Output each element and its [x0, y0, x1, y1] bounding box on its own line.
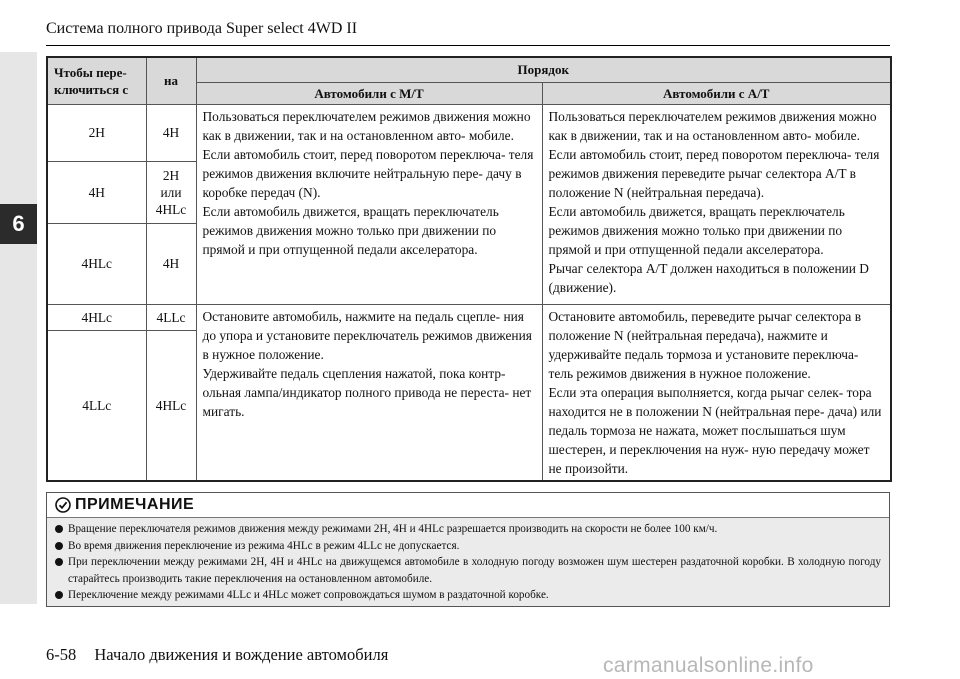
page-number: 6-58: [46, 645, 77, 664]
cell-to: 4H: [146, 223, 196, 304]
chapter-tab: 6: [0, 204, 37, 244]
cell-mt-procedure: Пользоваться переключателем режимов движения можно как в движении, так и на остановленном авто- мобиле. Если автомобиль стоит, перед поворотом переключа- теля режимов движения включите нейтральную пере- дачу в коробке передач (N). Если автомобиль движется, вращать переключатель режимов движения можно только при движении по прямой и при отпущенной педали акселератора.: [196, 104, 542, 304]
cell-at-procedure: Остановите автомобиль, переведите рычаг селектора в положение N (нейтральная передача), нажмите и удерживайте педаль тормоза и установите переключа- тель режимов движения в нужное положение. Если эта операция выполняется, когда рычаг селек- тора находится не в положении N (нейтральная пере- дача) или педаль тормоза не нажата, может послышаться шум шестерен, и переключения на нуж- ную передачу может не произойти.: [542, 304, 891, 481]
cell-from: 4LLc: [47, 330, 146, 480]
cell-to: 2H или 4HLc: [146, 161, 196, 223]
table-row: [47, 104, 891, 161]
cell-from: 4H: [47, 161, 146, 223]
header-from: Чтобы пере- ключиться с: [47, 57, 146, 104]
note-item: При переключении между режимами 2H, 4H и 4HLc на движущемся автомобиле в холодную погоду возможен шум шестерен раздаточной коробки. В холодную погоду старайтесь производить такие переключения на остановленном автомобиле.: [55, 554, 881, 587]
side-strip: [0, 52, 37, 604]
cell-to: 4H: [146, 104, 196, 161]
page-header-title: Система полного привода Super select 4WD II: [46, 20, 358, 37]
cell-from: 4HLc: [47, 304, 146, 330]
cell-from: 4HLc: [47, 223, 146, 304]
checkmark-icon: [55, 497, 71, 513]
cell-at-procedure: Пользоваться переключателем режимов движения можно как в движении, так и на остановленном авто- мобиле. Если автомобиль стоит, перед поворотом переключа- теля режимов движения переведите рычаг селектора A/T в положение N (нейтральная передача). Если автомобиль движется, вращать переключатель режимов движения можно только при движении по прямой и при отпущенной педали акселератора. Рычаг селектора A/T должен находиться в положении D (движение).: [542, 104, 891, 304]
note-header: [47, 493, 889, 518]
table-row: [47, 304, 891, 330]
header-at: Автомобили с A/T: [542, 82, 891, 104]
header-rule: [46, 45, 890, 46]
page-footer: [46, 645, 388, 665]
note-item: Во время движения переключение из режима 4HLc в режим 4LLc не допускается.: [55, 538, 881, 555]
header-procedure: Порядок: [196, 57, 891, 82]
cell-mt-procedure: Остановите автомобиль, нажмите на педаль сцепле- ния до упора и установите переключатель режимов движения в нужное положение. Удерживайте педаль сцепления нажатой, пока контр- ольная лампа/индикатор полного привода не переста- нет мигать.: [196, 304, 542, 481]
cell-to: 4HLc: [146, 330, 196, 480]
footer-section-title: Начало движения и вождение автомобиля: [94, 645, 389, 664]
note-box: [46, 492, 890, 607]
watermark: carmanualsonline.info: [603, 654, 814, 677]
note-item: Вращение переключателя режимов движения между режимами 2H, 4H и 4HLc разрешается производить на скорости не более 100 км/ч.: [55, 521, 881, 538]
header-to: на: [146, 57, 196, 104]
note-list: [47, 518, 889, 604]
header-mt: Автомобили с M/T: [196, 82, 542, 104]
cell-from: 2H: [47, 104, 146, 161]
procedure-table: [46, 56, 892, 482]
note-item: Переключение между режимами 4LLc и 4HLc может сопровождаться шумом в раздаточной коробке.: [55, 587, 881, 604]
cell-to: 4LLc: [146, 304, 196, 330]
note-title: ПРИМЕЧАНИЕ: [75, 496, 195, 513]
